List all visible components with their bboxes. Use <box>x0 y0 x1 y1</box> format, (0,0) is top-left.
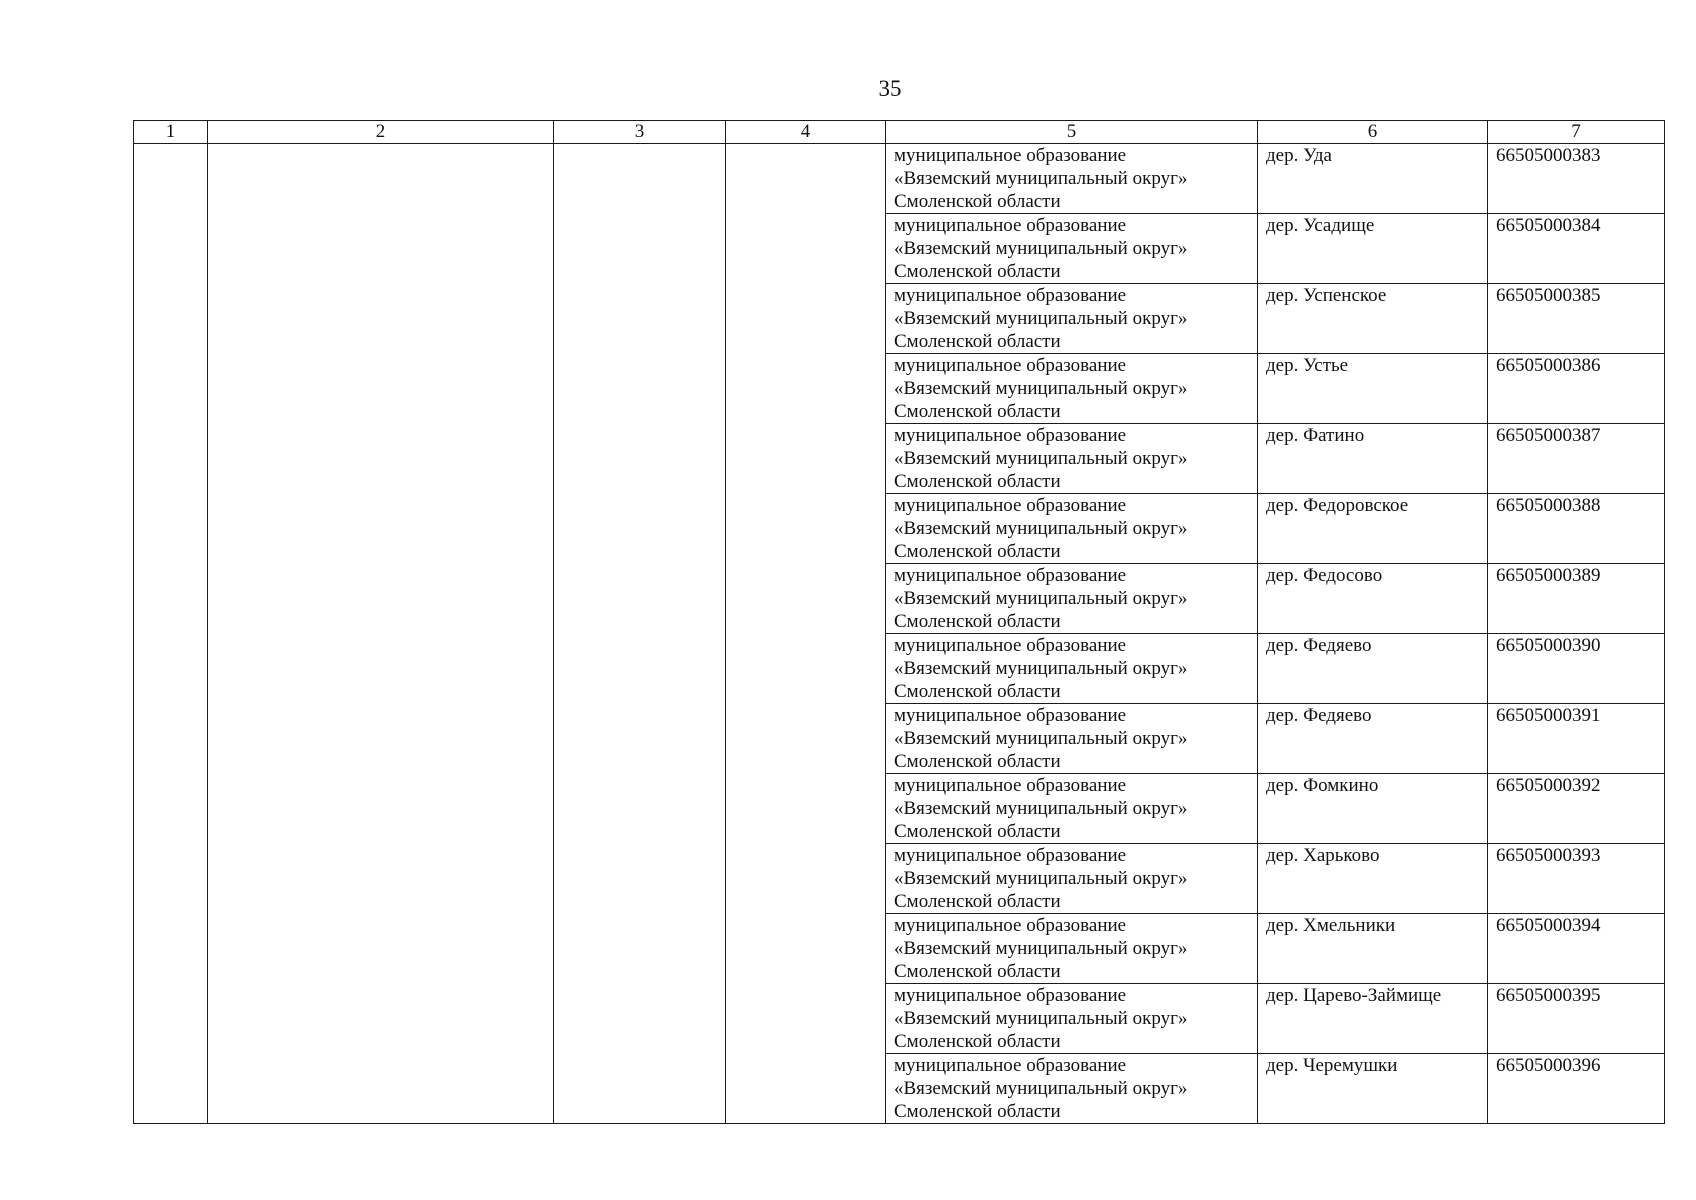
municipality-line: Смоленской области <box>894 331 1061 352</box>
oktmo-code-cell: 66505000386 <box>1488 354 1665 424</box>
municipality-line: Смоленской области <box>894 401 1061 422</box>
municipality-line: муниципальное образование <box>894 705 1127 726</box>
municipality-line: «Вяземский муниципальный округ» <box>894 168 1188 189</box>
municipality-line: муниципальное образование <box>894 635 1127 656</box>
oktmo-code-cell: 66505000394 <box>1488 914 1665 984</box>
municipality-line: Смоленской области <box>894 471 1061 492</box>
municipality-line: Смоленской области <box>894 821 1061 842</box>
municipality-cell <box>886 494 1258 564</box>
municipality-cell <box>886 634 1258 704</box>
municipality-cell <box>886 1054 1258 1124</box>
municipality-cell <box>886 914 1258 984</box>
municipality-line: «Вяземский муниципальный округ» <box>894 868 1188 889</box>
municipality-line: Смоленской области <box>894 961 1061 982</box>
oktmo-code-cell: 66505000396 <box>1488 1054 1665 1124</box>
oktmo-code-cell: 66505000387 <box>1488 424 1665 494</box>
settlement-cell: дер. Федяево <box>1258 704 1488 774</box>
empty-cell-col4 <box>726 144 886 1124</box>
municipality-cell <box>886 214 1258 284</box>
municipality-line: Смоленской области <box>894 1031 1061 1052</box>
oktmo-code-cell: 66505000391 <box>1488 704 1665 774</box>
municipality-line: «Вяземский муниципальный округ» <box>894 938 1188 959</box>
municipality-line: «Вяземский муниципальный округ» <box>894 378 1188 399</box>
empty-cell-col2 <box>208 144 554 1124</box>
municipality-line: муниципальное образование <box>894 775 1127 796</box>
municipality-line: «Вяземский муниципальный округ» <box>894 728 1188 749</box>
oktmo-code-cell: 66505000388 <box>1488 494 1665 564</box>
municipality-line: «Вяземский муниципальный округ» <box>894 238 1188 259</box>
column-header: 3 <box>554 121 726 144</box>
table-body <box>134 144 1665 1124</box>
municipality-line: муниципальное образование <box>894 215 1127 236</box>
settlement-cell: дер. Фатино <box>1258 424 1488 494</box>
table-row <box>134 144 1665 214</box>
empty-cell-col1 <box>134 144 208 1124</box>
municipality-line: «Вяземский муниципальный округ» <box>894 1078 1188 1099</box>
municipality-cell <box>886 354 1258 424</box>
municipality-line: «Вяземский муниципальный округ» <box>894 448 1188 469</box>
municipality-cell <box>886 984 1258 1054</box>
municipality-line: Смоленской области <box>894 1101 1061 1122</box>
oktmo-code-cell: 66505000384 <box>1488 214 1665 284</box>
municipality-cell <box>886 564 1258 634</box>
municipality-line: муниципальное образование <box>894 145 1127 166</box>
municipality-cell <box>886 424 1258 494</box>
oktmo-code-cell: 66505000392 <box>1488 774 1665 844</box>
oktmo-code-cell: 66505000393 <box>1488 844 1665 914</box>
column-header: 7 <box>1488 121 1665 144</box>
municipality-line: «Вяземский муниципальный округ» <box>894 1008 1188 1029</box>
settlement-cell: дер. Успенское <box>1258 284 1488 354</box>
column-number-row <box>134 121 1665 144</box>
settlement-cell: дер. Устье <box>1258 354 1488 424</box>
empty-cell-col3 <box>554 144 726 1124</box>
municipality-line: «Вяземский муниципальный округ» <box>894 308 1188 329</box>
page-number: 35 <box>878 76 902 101</box>
municipality-cell <box>886 284 1258 354</box>
municipality-line: муниципальное образование <box>894 425 1127 446</box>
municipality-line: муниципальное образование <box>894 495 1127 516</box>
municipality-line: Смоленской области <box>894 751 1061 772</box>
oktmo-code-cell: 66505000395 <box>1488 984 1665 1054</box>
column-header: 4 <box>726 121 886 144</box>
settlement-cell: дер. Федяево <box>1258 634 1488 704</box>
oktmo-code-cell: 66505000390 <box>1488 634 1665 704</box>
municipality-line: «Вяземский муниципальный округ» <box>894 588 1188 609</box>
settlement-cell: дер. Харьково <box>1258 844 1488 914</box>
settlement-cell: дер. Царево-Займище <box>1258 984 1488 1054</box>
municipality-line: муниципальное образование <box>894 565 1127 586</box>
municipality-line: «Вяземский муниципальный округ» <box>894 658 1188 679</box>
column-header: 5 <box>886 121 1258 144</box>
settlement-cell: дер. Фомкино <box>1258 774 1488 844</box>
settlement-cell: дер. Уда <box>1258 144 1488 214</box>
municipality-line: «Вяземский муниципальный округ» <box>894 518 1188 539</box>
oktmo-code-cell: 66505000385 <box>1488 284 1665 354</box>
settlement-cell: дер. Хмельники <box>1258 914 1488 984</box>
municipality-line: муниципальное образование <box>894 915 1127 936</box>
settlement-cell: дер. Усадище <box>1258 214 1488 284</box>
column-header: 1 <box>134 121 208 144</box>
municipality-cell <box>886 144 1258 214</box>
register-table <box>133 120 1665 1124</box>
municipality-line: муниципальное образование <box>894 985 1127 1006</box>
settlement-cell: дер. Черемушки <box>1258 1054 1488 1124</box>
municipality-cell <box>886 774 1258 844</box>
municipality-line: Смоленской области <box>894 191 1061 212</box>
municipality-cell <box>886 844 1258 914</box>
municipality-cell <box>886 704 1258 774</box>
municipality-line: Смоленской области <box>894 611 1061 632</box>
municipality-line: муниципальное образование <box>894 355 1127 376</box>
oktmo-code-cell: 66505000383 <box>1488 144 1665 214</box>
municipality-line: муниципальное образование <box>894 1055 1127 1076</box>
settlement-cell: дер. Федоровское <box>1258 494 1488 564</box>
municipality-line: «Вяземский муниципальный округ» <box>894 798 1188 819</box>
municipality-line: Смоленской области <box>894 261 1061 282</box>
municipality-line: муниципальное образование <box>894 845 1127 866</box>
municipality-line: Смоленской области <box>894 681 1061 702</box>
column-header: 6 <box>1258 121 1488 144</box>
settlement-cell: дер. Федосово <box>1258 564 1488 634</box>
municipality-line: Смоленской области <box>894 541 1061 562</box>
municipality-line: Смоленской области <box>894 891 1061 912</box>
municipality-line: муниципальное образование <box>894 285 1127 306</box>
oktmo-code-cell: 66505000389 <box>1488 564 1665 634</box>
column-header: 2 <box>208 121 554 144</box>
